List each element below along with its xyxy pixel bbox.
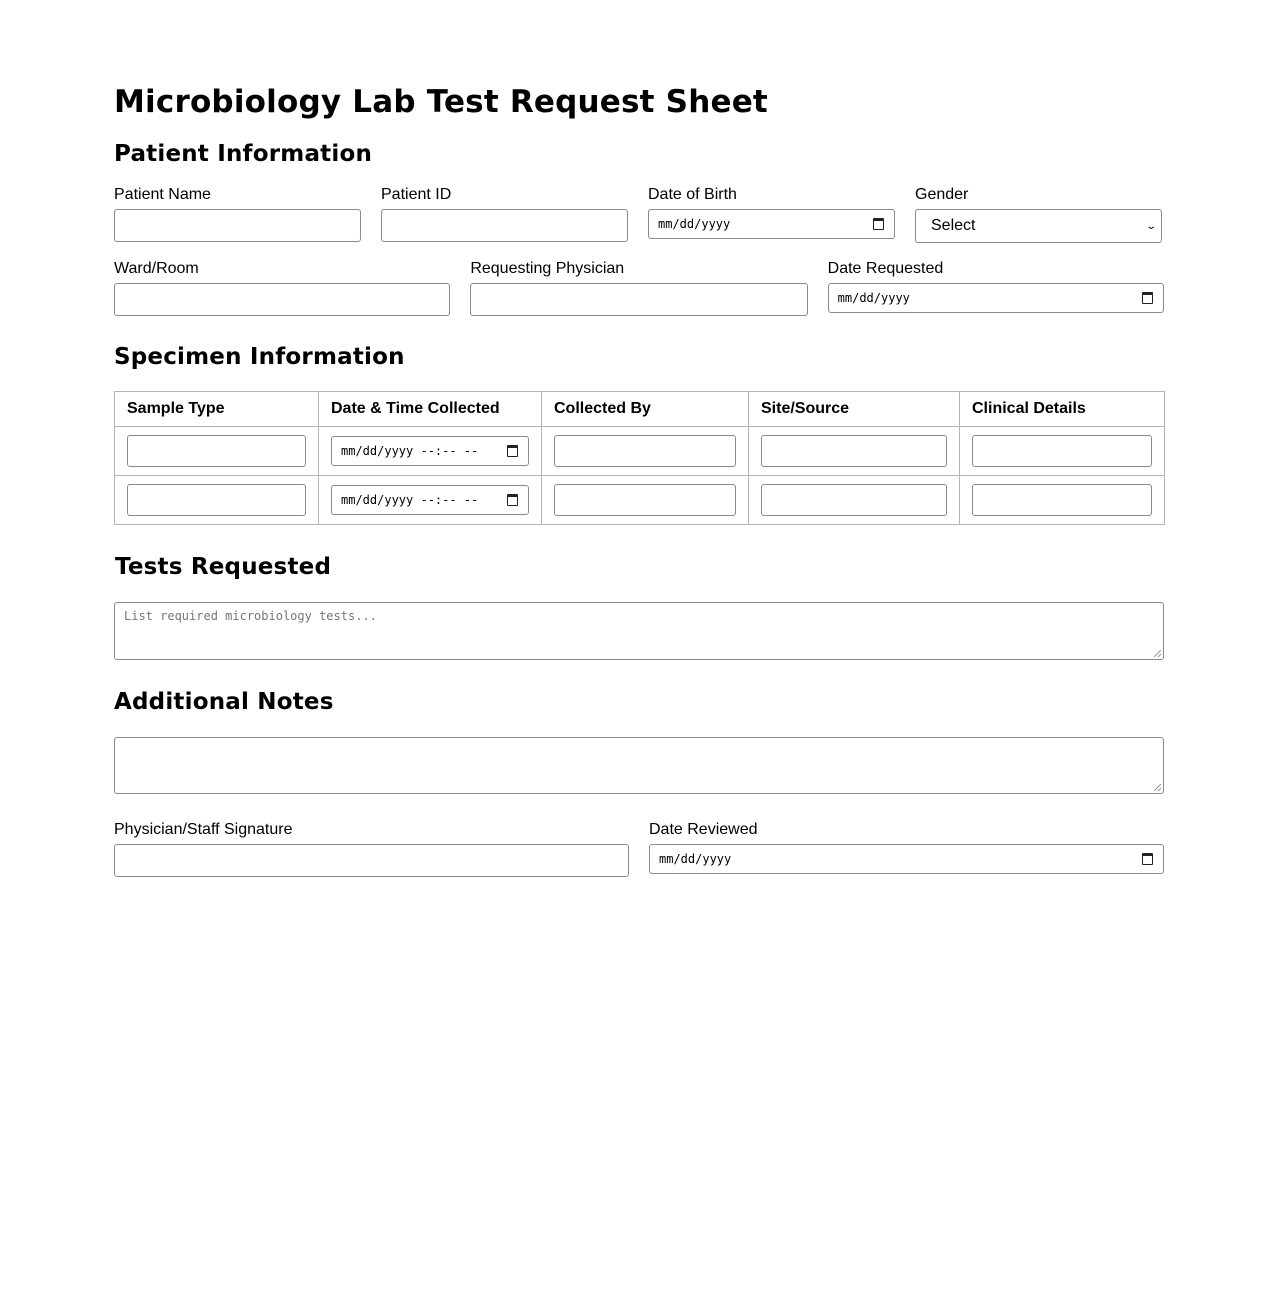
- calendar-icon[interactable]: [507, 494, 518, 506]
- column-header-sample-type: Sample Type: [115, 392, 319, 427]
- tests-requested-placeholder: List required microbiology tests...: [124, 609, 377, 623]
- patient-id-field: [381, 186, 628, 243]
- calendar-icon[interactable]: [1142, 292, 1153, 304]
- additional-notes-heading: Additional Notes: [114, 689, 334, 715]
- gender-select[interactable]: [915, 209, 1162, 243]
- signature-label: Physician/Staff Signature: [114, 821, 293, 838]
- page-title: Microbiology Lab Test Request Sheet: [114, 84, 768, 120]
- patient-row-1: [114, 186, 1164, 243]
- date-reviewed-field: [649, 821, 1164, 877]
- gender-label: Gender: [915, 186, 969, 203]
- patient-row-2: [114, 260, 1164, 316]
- date-requested-label: Date Requested: [827, 260, 944, 277]
- site-source-input[interactable]: [761, 435, 947, 467]
- date-time-collected-input[interactable]: [331, 436, 529, 466]
- calendar-icon[interactable]: [1142, 853, 1153, 865]
- datetime-placeholder: mm/dd/yyyy --:-- --: [341, 444, 479, 458]
- tests-requested-textarea[interactable]: [114, 602, 1164, 660]
- signoff-row: [114, 821, 1164, 877]
- collected-by-input[interactable]: [554, 484, 736, 516]
- requesting-physician-label: Requesting Physician: [470, 260, 625, 277]
- sample-type-input[interactable]: [127, 484, 306, 516]
- sample-type-cell: [115, 427, 319, 476]
- sample-type-input[interactable]: [127, 435, 306, 467]
- resize-grip-icon[interactable]: [1154, 650, 1161, 657]
- patient-information-heading: Patient Information: [114, 141, 373, 167]
- request-form: [114, 0, 1164, 877]
- date-reviewed-placeholder: mm/dd/yyyy: [659, 852, 732, 866]
- patient-id-label: Patient ID: [381, 186, 452, 203]
- table-row: [115, 427, 1165, 476]
- date-of-birth-placeholder: mm/dd/yyyy: [658, 217, 731, 231]
- clinical-details-cell: [960, 476, 1165, 525]
- clinical-details-cell: [960, 427, 1165, 476]
- chevron-down-icon: ⌄: [1144, 220, 1157, 232]
- date-of-birth-field: [648, 186, 895, 243]
- patient-id-input[interactable]: [381, 209, 628, 242]
- specimen-table-header: [115, 392, 1165, 427]
- clinical-details-input[interactable]: [972, 484, 1152, 516]
- date-time-collected-cell: [319, 476, 542, 525]
- ward-room-label: Ward/Room: [114, 260, 199, 277]
- table-row: [115, 476, 1165, 525]
- site-source-cell: [749, 476, 960, 525]
- clinical-details-input[interactable]: [972, 435, 1152, 467]
- site-source-cell: [749, 427, 960, 476]
- date-time-collected-cell: [319, 427, 542, 476]
- collected-by-input[interactable]: [554, 435, 736, 467]
- requesting-physician-field: [470, 260, 807, 316]
- specimen-information-heading: Specimen Information: [114, 344, 405, 370]
- resize-grip-icon[interactable]: [1154, 784, 1161, 791]
- ward-room-input[interactable]: [114, 283, 450, 316]
- column-header-clinical-details: Clinical Details: [960, 392, 1165, 427]
- signature-field: [114, 821, 629, 877]
- date-time-collected-input[interactable]: [331, 485, 529, 515]
- date-of-birth-input[interactable]: [648, 209, 895, 239]
- specimen-table: [114, 391, 1165, 525]
- tests-requested-heading: Tests Requested: [115, 554, 332, 580]
- calendar-icon[interactable]: [507, 445, 518, 457]
- date-reviewed-label: Date Reviewed: [649, 821, 758, 838]
- gender-selected-value: Select: [931, 217, 976, 234]
- calendar-icon[interactable]: [873, 218, 884, 230]
- requesting-physician-input[interactable]: [470, 283, 807, 316]
- patient-name-field: [114, 186, 361, 243]
- date-requested-input[interactable]: [828, 283, 1164, 313]
- collected-by-cell: [542, 427, 749, 476]
- signature-input[interactable]: [114, 844, 629, 877]
- date-reviewed-input[interactable]: [649, 844, 1164, 874]
- additional-notes-textarea[interactable]: [114, 737, 1164, 794]
- sample-type-cell: [115, 476, 319, 525]
- column-header-site-source: Site/Source: [749, 392, 960, 427]
- ward-room-field: [114, 260, 450, 316]
- column-header-date-time-collected: Date & Time Collected: [319, 392, 542, 427]
- date-requested-placeholder: mm/dd/yyyy: [837, 291, 910, 305]
- patient-name-label: Patient Name: [114, 186, 211, 203]
- patient-name-input[interactable]: [114, 209, 361, 242]
- datetime-placeholder: mm/dd/yyyy --:-- --: [341, 493, 479, 507]
- date-requested-field: [828, 260, 1164, 316]
- site-source-input[interactable]: [761, 484, 947, 516]
- column-header-collected-by: Collected By: [542, 392, 749, 427]
- date-of-birth-label: Date of Birth: [648, 186, 737, 203]
- collected-by-cell: [542, 476, 749, 525]
- gender-field: [915, 186, 1162, 243]
